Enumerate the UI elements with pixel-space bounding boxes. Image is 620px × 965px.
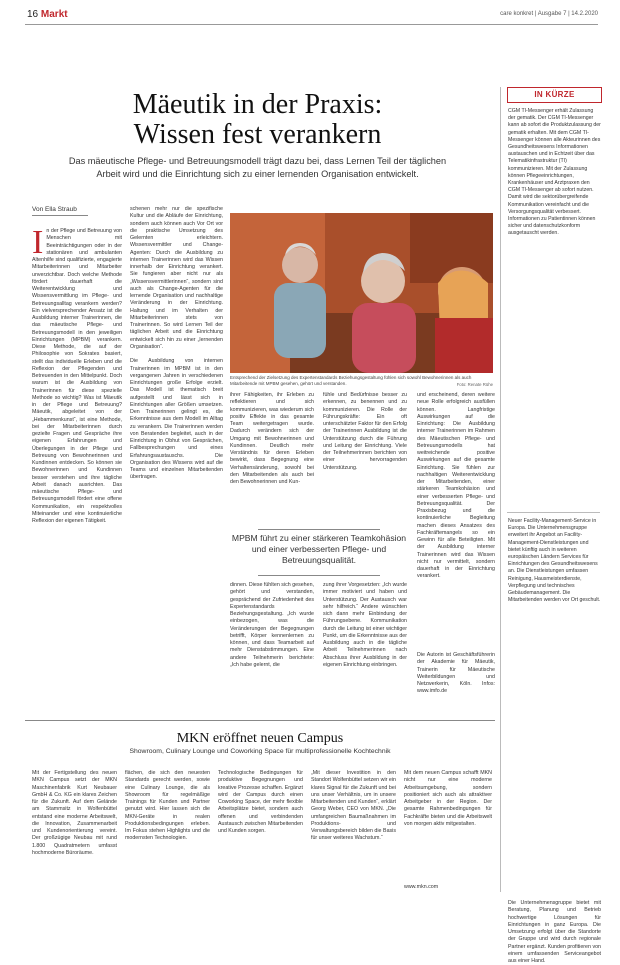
issue-info: care konkret | Ausgabe 7 | 14.2.2020 (500, 11, 598, 17)
campus-subtitle: Showroom, Culinary Lounge und Coworking Space für multiprofessionelle Kochtechnik (129, 748, 391, 755)
sidebar-divider (500, 87, 501, 892)
photo-caption: Entsprechend der Zielsetzung des Expertenstandards Beziehungsgestaltung fühlen sich sowohl Bewohnerinnen als auch Mitarbeitende mit MPBM gesehen, gehört und verstanden. (230, 375, 472, 386)
article-lead: Das mäeutische Pflege- und Betreuungsmodell trägt dazu bei, dass Lernen Teil der täglichen Arbeit wird und die Einrichtung sich zu einer lernenden Organisation entwickelt. (68, 156, 447, 179)
section-label: Markt (40, 9, 68, 20)
photo-illustration (230, 213, 493, 373)
page-number: 16 (27, 9, 39, 20)
article-column-6: dinnen. Diese fühlten sich gesehen, gehört und verstanden, gesprächend der Zufriedenheit des Expertenstandards Beziehungsgestaltung. „Ich wurde einbezogen, was die Veränderungen der Begegnungen betrifft, Körper kennenlernen zu können, und dass Teamarbeit auf mehr Dienstabstimmungen. Eine andere Teilnehmerin berichtete: „Ich habe gelernt, die (230, 582, 314, 668)
header-rule (25, 24, 598, 25)
drop-cap: I (32, 224, 44, 261)
sidebar-item-2-end: Die Unternehmensgruppe bietet mit Beratung, Planung und Betrieb hochwertige Lösungen für Einrichtungen in ganz Europa. Die Umsetzung erfolgt über die Standorte der Gruppe und wird durch regionale Partner ergänzt. Kunden profitieren von einem umfassenden Serviceangebot aus einer Hand. (508, 900, 601, 964)
pullquote-rule-top (258, 529, 380, 530)
campus-column-4: „Mit dieser Investition in den Standort Wolfenbüttel setzen wir ein klares Signal für die Zukunft und bei uns unser Verhältnis, um in unsere Mitarbeitenden und Kunden“, erklärt Georg Weber, CEO von MKN. „Die umfangreichen Baumaßnahmen im Produktions- und Verwaltungsbereich bilden die Basis für unser weiteres Wachstum.“ (311, 770, 396, 842)
pull-quote: MPBM führt zu einer stärkeren Teamkohäsion und einer verbesserten Pflege- und Betreuungsqualität. (231, 533, 407, 565)
article-column-5: und erscheinend, deren weitere neue Rolle erfolgreich ausfüllen können. Langfristige Auswirkungen auf die Einrichtung: Die Ausbildung interner Trainerinnen im Rahmen des Mäeutischen Pflege- und Betreuungsmodells hat weitreichende positive Auswirkungen auf die gesamte Einrichtung. Sie fühlen zur nachhaltigen Weiterentwicklung der Mitarbeitenden, einer stärkeren Teamkohäsion und einer verbesserten Pflege- und Betreuungsqualität. Der Praxisbezug und die kontinuierliche Begleitung machen dieses Ansatzes des Fachkräftemangels so ein Gewinn für alle Beteiligten. Mit der Ausbildung interner Trainerinnen wird das Wissen nicht nur vermittelt, sondern dauerhaft in der Einrichtung verankert. (417, 392, 495, 580)
article-column-4: fühle und Bedürfnisse besser zu erkennen, zu benennen und zu kommunizieren. Die Rolle der Führungskräfte: Ein oft unterschätzter Faktor für den Erfolg der Trainerinnen Ausbildung ist die Unterstützung durch die Führung und Leitung der Einrichtung. Viele der Teilnehmerinnen berichten von einer hervorragenden Unterstützung. (323, 392, 407, 471)
title-line-2: Wissen fest verankern (133, 119, 382, 150)
article-column-2 (130, 206, 223, 712)
byline: Von Ella Straub (32, 206, 77, 213)
author-note: Die Autorin ist Geschäftsführerin der Akademie für Mäeutik, Trainerin für Mäeutische Weiterbildungen und Netzwerkerin, Köln. Infos: www.imfo.de (417, 652, 495, 695)
photo-credit: Foto: Renate Rühe (456, 382, 493, 387)
section-rule (25, 720, 495, 721)
article-column-1 (32, 224, 122, 712)
campus-column-2: flächen, die sich den neuesten Standards gerecht werden, sowie eine Culinary Lounge, die als Showroom für regelmäßige Trainings für Kunden und Partner genutzt wird. Hier lassen sich die MKN-Geräte in realen Produktionsbedingungen erleben. Im Fokus stehen Highlights und die modernsten Technologien. (125, 770, 210, 842)
article-title (25, 90, 490, 150)
sidebar-heading-text: IN KÜRZE (534, 90, 575, 99)
article-photo (230, 213, 493, 373)
campus-column-5: Mit dem neuen Campus schafft MKN nicht nur eine moderne Arbeitsumgebung, sondern positioniert sich auch als attraktiver Arbeitgeber in der Region. Der gesamte Rahmenbedingungen für Fachkräfte bieten und die Arbeitswelt von morgen aktiv mitgestalten. (404, 770, 492, 827)
column-2-text: schenen mehr nur die spezifische Kultur und die Abläufe der Einrichtung, sondern auch können auch Vor Ort vor die praktische Umsetzung des Gelernten erleichtern. Wissensvermittler und Change-Agenten: Durch die Ausbildung zu internen Trainerinnen wird das Wissen innerhalb der Einrichtung verankert. Sie fungieren aber nicht nur als „Wissensvermittlerinnen“, sondern sind auch als Change-Agenten für die lernende Organisation und nachhaltige Veränderung in der Einrichtung. Haltung und im Verhalten der Mitarbeiterinnen stets von Trainerinnen. So wird Lernen Teil der täglichen Arbeit und die Einrichtung entwickelt sich hin zu einer „lernenden Organisation“. (130, 206, 223, 350)
campus-column-3: Technologische Bedingungen für produktive Begegnungen und kreative Prozesse schaffen. Ergänzt wird der Campus durch einen Coworking Space, der mehr flexible Arbeitsplätze bietet, sondern auch offenen und verbindenden Austausch zwischen Mitarbeitenden und Kunden sorgen. (218, 770, 303, 834)
article-column-7: zung ihrer Vorgesetzten: „Ich wurde immer motiviert und haben und Unterstützung. Der Austausch war sehr hilfreich.“ Andere wünschten sich dann mehr Einbindung der Führungsebene. Kommunikation durch die Leitung ist einer wichtiger Punkt, um die Erkenntnisse aus der Ausbildung auch in die tägliche Arbeit Teilnehmerinnen nach Abschluss ihrer Ausbildung in der eigenen Einrichtung einbringen. (323, 582, 407, 668)
sidebar-item-2: Neuer Facility-Management-Service in Europa. Die Unternehmensgruppe erweitert ihr Angebot an Facility-Management-Dienstleistungen und bietet künftig auch in weiteren europäischen Ländern Services für Einrichtungen des Gesundheitswesens an. Die Dienstleistungen umfassen Reinigung, Hausmeisterdienste, Verpflegung und technisches Gebäudemanagement. Die Mitarbeitenden werden vor Ort geschult. (508, 518, 601, 604)
campus-title: MKN eröffnet neuen Campus (176, 731, 344, 746)
title-line-1: Mäeutik in der Praxis: (132, 89, 383, 120)
campus-link[interactable]: www.mkn.com (404, 884, 439, 890)
byline-rule (32, 215, 88, 216)
column-3-text: Die Ausbildung von internen Trainerinnen im MPBM ist in den vergangenen Jahren in verschiedenen Einrichtungen große Erfolge erzielt. Das Modell ist thematisch breit aufgestellt und lässt sich in Einrichtungen aller Größen umsetzen. Den Trainerinnen gelingt es, die Erkenntnisse aus dem Modell im Alltag zu verankern. Die Trainerinnen werden von Beratenden begleitet, auch in der Einrichtung in Obhut von Gesprächen, Fallbesprechungen und eines Erfahrungsaustauschs. Die Organisation des Wissens wird auf die Teams und einzelnen Mitarbeitenden übertragen. (130, 358, 223, 481)
column-1-text: n der Pflege und Betreuung von Menschen mit Beeinträchtigungen oder in der stationären und ambulanten Altenhilfe sind qualifizierte, engagierte Mitarbeiterinnen und Mitarbeiter unverzichtbar. Doch welche Methode fördert dauerhaft die Weiterentwicklung und Wissensvermittlung im Pflege- und Betreuungsalltag verankern werden? Ein vielversprechender Ansatz ist die Ausbildung interner Trainerinnen, die das mäeutische Pflege- und Betreuungsmodell in den jeweiligen Einrichtungen (MPBM) verankern. Diese Methode, die auf der Philosophie von Sokrates basiert, stellt das individuelle Erleben und die Reflexion der Pflegenden und Betreuenden in den Mittelpunkt. Doch warum ist die Ausbildung von Trainerinnen für diese spezielle Methode so wichtig? Was ist Mäeutik in der Pflege und Betreuung? Mäeutik, abgeleitet von der „Hebammenkunst“, ist eine Methode, bei der Mitarbeiterinnen durch gezielte Fragen und Gespräche ihre eigenen Erfahrungen und Überlegungen in der Pflege und Betreuung von Bewohnerinnen und Kundinnen entdecken. So können sie Bewohnerinnen und Kundinnen besser verstehen und ihre tägliche Arbeit danach ausrichten. Das mäeutische Pflege- und Betreuungsmodell fördert eine offene Kommunikation, ein respektvolles Miteinander und eine kontinuierliche Reflexion der eigenen Tätigkeit. (32, 228, 122, 524)
sidebar-separator (507, 512, 600, 513)
page-number-section (27, 9, 68, 20)
sidebar-item-1: CGM TI-Messenger erhält Zulassung der gematik. Der CGM TI-Messenger kann ab sofort die Produktzulassung der gematik erhalten. Mit dem CGM TI-Messenger können alle Akteurinnen des Gesundheitswesens Informationen austauschen und in Echtzeit über das Telematikinfrastruktur (TI) kommunizieren. Mit der Zulassung können Pflegeeinrichtungen, Krankenhäuser und Arztpraxen den CGM TI-Messenger ab sofort nutzen. Damit wird die sektorübergreifende Kommunikation vereinfacht und die Versorgungsqualität verbessert. Informationen zu Patientinnen können sicher und datenschutzkonform ausgetauscht werden. (508, 108, 601, 237)
sidebar-heading (507, 87, 602, 103)
article-column-3: ihrer Fähigkeiten, ihr Erleben zu reflektieren und sich kommunizieren, was wiederum sich positiv Effekte in das gesamte Team weitergetragen wurde. Dadurch verändern sich der Umgang mit Bewohnerinnen und Kundinnen. Deutlich mehr Verständnis für deren Erleben bewirkt, dass Begegnung eine Verhaltensänderung, sowohl bei den Mitarbeitenden als auch bei den Bewohnerinnen und Kun- (230, 392, 314, 485)
campus-column-1: Mit der Fertigstellung des neuen MKN Campus setzt der MKN Maschinenfabrik Kurt Neubauer GmbH & Co. KG ein klares Zeichen für die Zukunft. Auf dem Gelände am Stammsitz in Wolfenbüttel entstand eine moderne Arbeitswelt, die Innovation, Zusammenarbeit und Kundenorientierung vereint. Der großzügige Neubau mit rund 1.800 Quadratmetern umfasst hochmoderne Büroräume. (32, 770, 117, 856)
pullquote-rule-bottom (258, 575, 380, 576)
